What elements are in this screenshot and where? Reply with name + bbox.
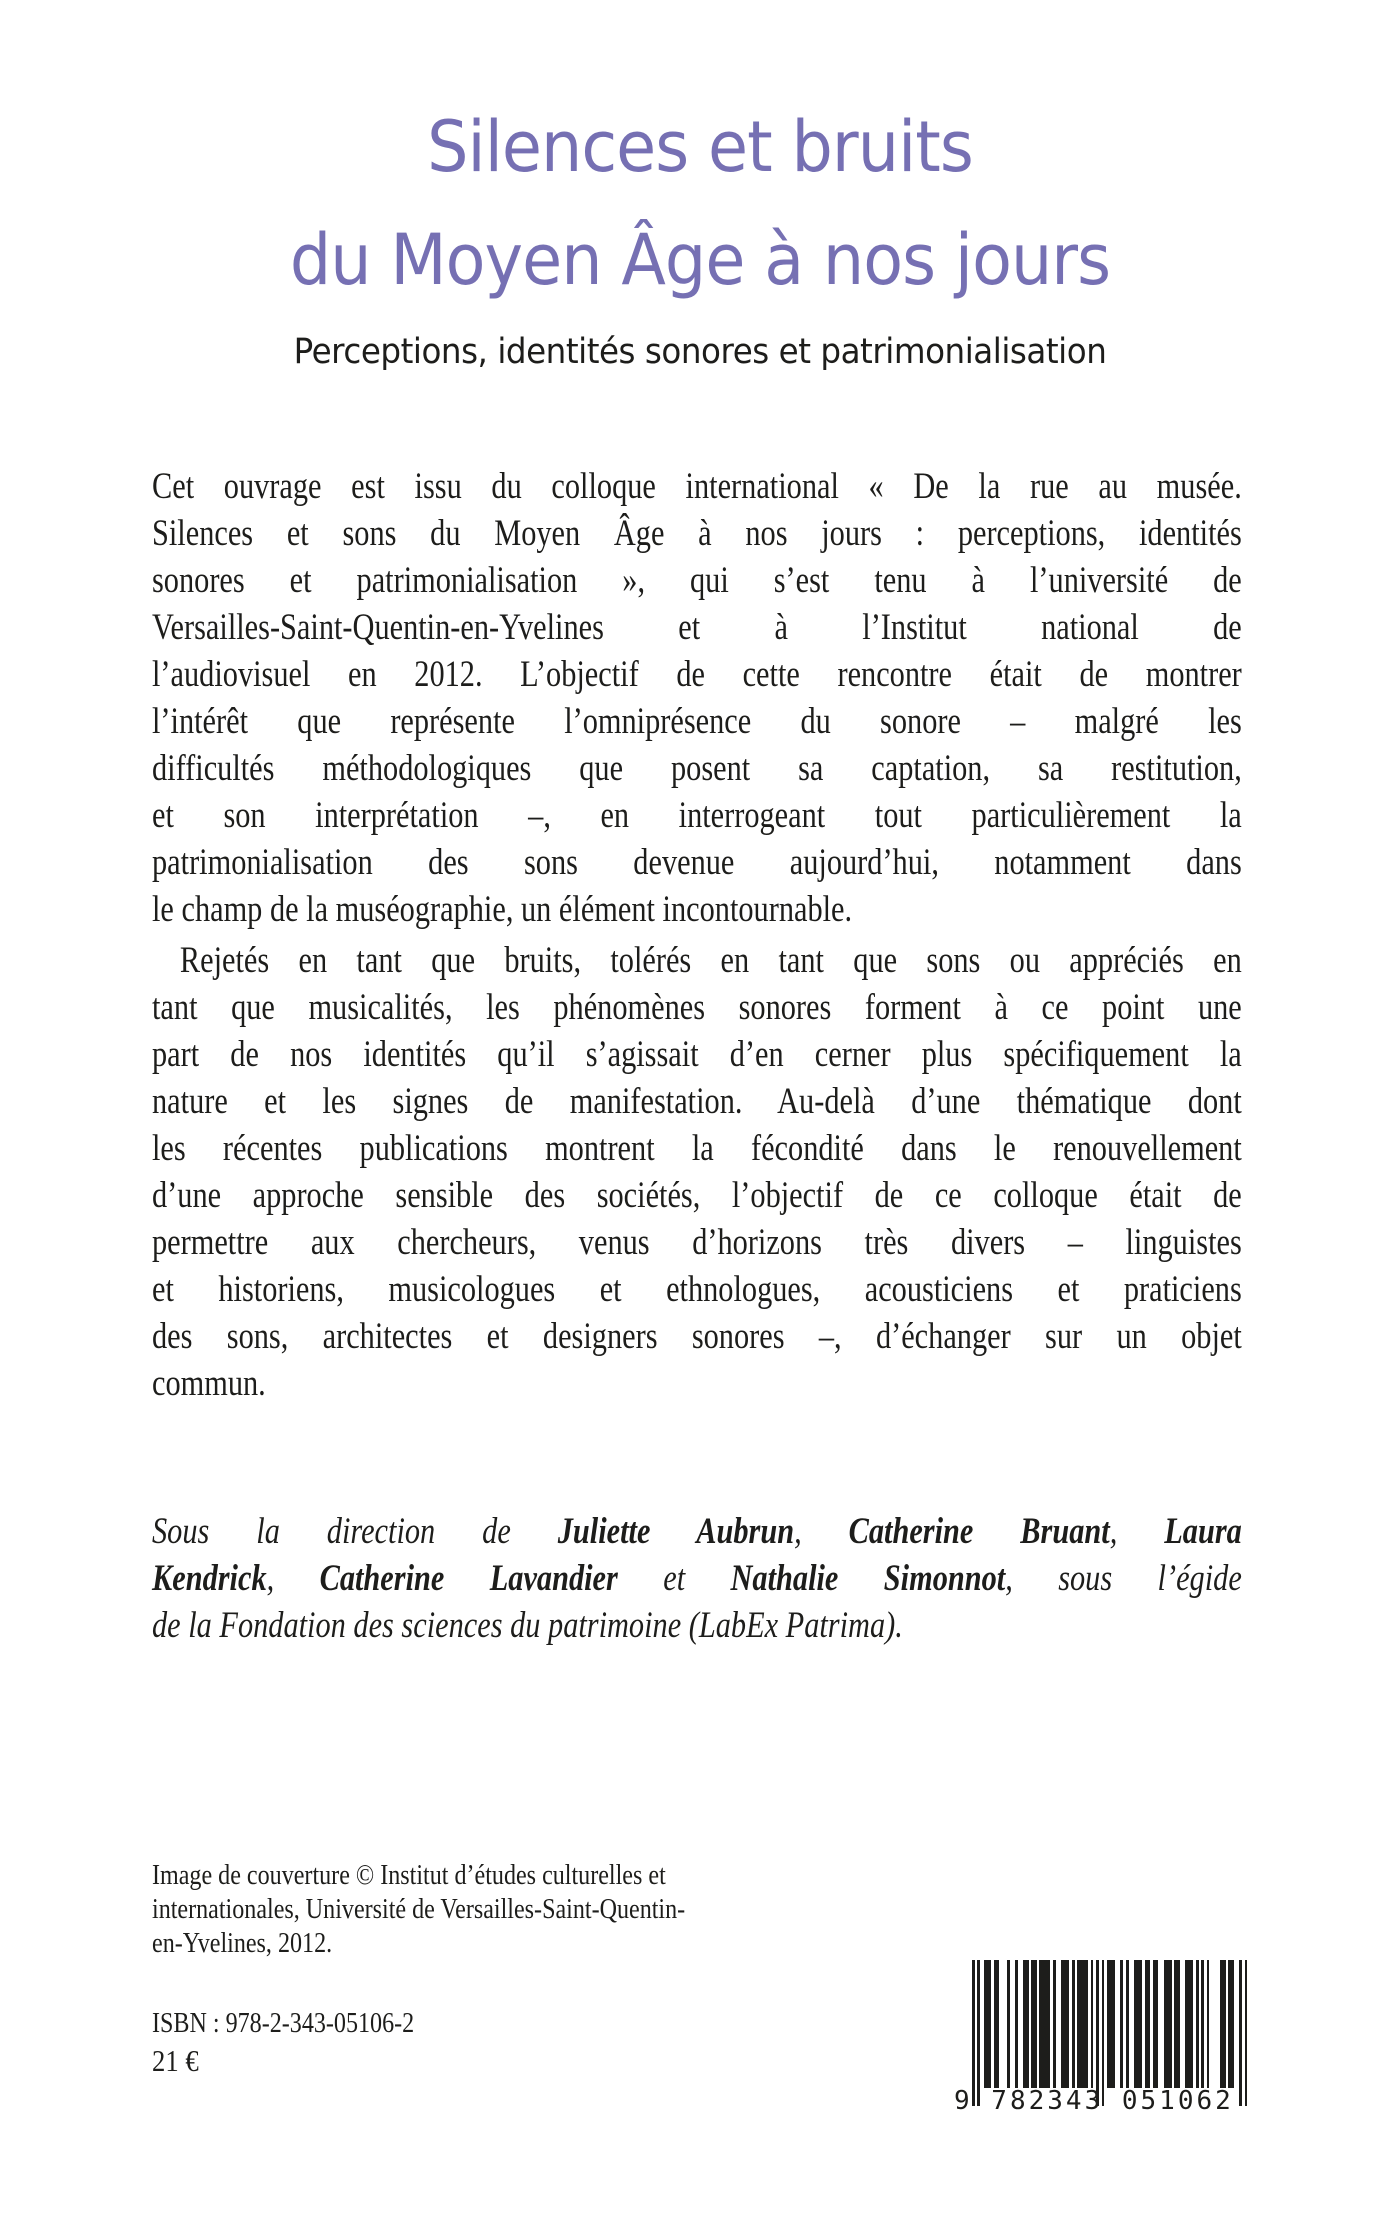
blurb-p1-line: et son interprétation –, en interrogeant tout particulièrement la [152,795,1242,836]
credits-sponsor-intro: , sous l’égide [1005,1558,1242,1599]
editor-name: Laura [1164,1511,1242,1552]
blurb-p2-line: tant que musicalités, les phénomènes sonores forment à ce point une [152,987,1242,1028]
editor-name: Catherine Bruant [848,1511,1110,1552]
blurb-p2-line: part de nos identités qu’il s’agissait d’en cerner plus spécifiquement la [152,1034,1242,1075]
blurb-p1-line: le champ de la muséographie, un élément incontournable. [152,889,853,930]
blurb-p1-line: l’intérêt que représente l’omniprésence du sonore – malgré les [152,701,1242,742]
separator: , [794,1511,849,1552]
barcode-digits: 9 782343 051062 [954,2086,1234,2116]
editor-name: Juliette Aubrun [557,1511,795,1552]
separator: , [1109,1511,1165,1552]
separator: et [617,1558,731,1599]
blurb-p2-line: d’une approche sensible des sociétés, l’objectif de ce colloque était de [152,1175,1242,1216]
credits-line-3: de la Fondation des sciences du patrimoine (LabEx Patrima). [152,1605,903,1646]
cover-image-credit-line: Image de couverture © Institut d’études culturelles et [152,1860,666,1891]
blurb-p1-line: difficultés méthodologiques que posent sa captation, sa restitution, [152,748,1242,789]
book-subtitle: Perceptions, identités sonores et patrimonialisation [293,332,1107,372]
isbn: ISBN : 978-2-343-05106-2 [152,2008,415,2039]
editor-name: Catherine Lavandier [319,1558,618,1599]
credits-line-2 [152,1559,1242,1599]
barcode [954,1960,1247,2120]
blurb-p1-line: patrimonialisation des sons devenue aujourd’hui, notamment dans [152,842,1242,883]
separator: , [266,1558,320,1599]
cover-image-credit-line: en-Yvelines, 2012. [152,1928,333,1959]
blurb-p1-line: Versailles-Saint-Quentin-en-Yvelines et à l’Institut national de [152,607,1242,648]
barcode-bars [972,1960,1247,2090]
blurb-p2-line: permettre aux chercheurs, venus d’horizons très divers – linguistes [152,1222,1242,1263]
blurb-p1-line: Silences et sons du Moyen Âge à nos jours : perceptions, identités [152,513,1242,554]
cover-image-credit-line: internationales, Université de Versailles-Saint-Quentin- [152,1894,686,1925]
book-title-line-1: Silences et bruits [427,106,973,188]
credits-line-1 [152,1512,1242,1552]
book-title-line-2: du Moyen Âge à nos jours [289,219,1111,301]
blurb-p2-line: commun. [152,1363,266,1404]
blurb-p1-line: sonores et patrimonialisation », qui s’est tenu à l’université de [152,560,1242,601]
blurb-p2-line: des sons, architectes et designers sonores –, d’échanger sur un objet [152,1316,1242,1357]
price: 21 € [152,2043,199,2078]
editor-name: Kendrick [152,1558,267,1599]
blurb-p2-line: et historiens, musicologues et ethnologues, acousticiens et praticiens [152,1269,1242,1310]
blurb-p1-line: l’audiovisuel en 2012. L’objectif de cette rencontre était de montrer [152,654,1242,695]
credits-intro: Sous la direction de [152,1511,558,1552]
editor-name: Nathalie Simonnot [730,1558,1006,1599]
blurb-p2-line: les récentes publications montrent la fécondité dans le renouvellement [152,1128,1242,1169]
blurb-p1-line: Cet ouvrage est issu du colloque international « De la rue au musée. [152,466,1242,507]
blurb-p2-line: nature et les signes de manifestation. Au-delà d’une thématique dont [152,1081,1242,1122]
blurb-p2-line: Rejetés en tant que bruits, tolérés en tant que sons ou appréciés en [179,940,1242,981]
